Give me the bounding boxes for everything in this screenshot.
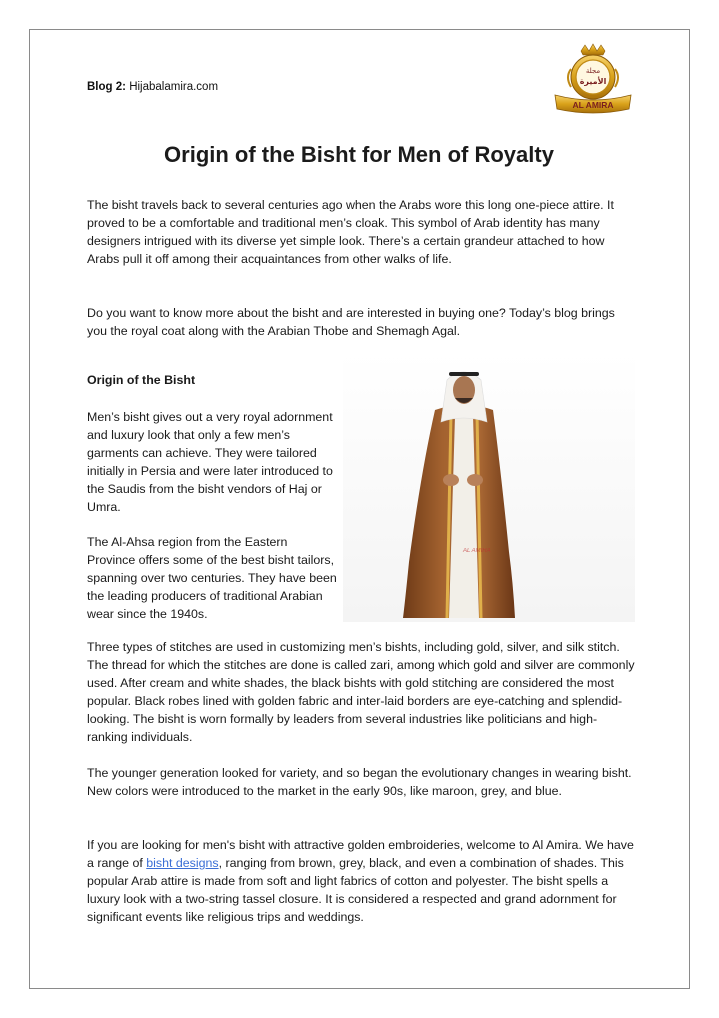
stitches-paragraph: Three types of stitches are used in customizing men’s bishts, including gold, silver, and silk stitch. The thread for which the stitches are done is called zari, among which gold and silver are commonly used. After cream and white shades, the black bishts with gold stitching are considered the most popular. Black robes lined with golden fabric and inter-laid borders are eye-catching and splendid-looking. The bisht is worn formally by leaders from several industries like politicians and high-ranking individuals. bbox=[87, 640, 635, 744]
intro-paragraph-2: Do you want to know more about the bisht and are interested in buying one? Today’s blog brings you the royal coat along with the Arabian Thobe and Shemagh Agal. bbox=[87, 306, 615, 338]
younger-generation-paragraph: The younger generation looked for variety, and so began the evolutionary changes in wearing bisht. New colors were introduced to the market in the early 90s, like maroon, grey, and blue. bbox=[87, 766, 632, 798]
blog-header bbox=[87, 81, 218, 93]
logo-banner-text: AL AMIRA bbox=[572, 100, 614, 110]
closing-text-before: If you are looking for men's bisht with attractive golden embroideries, welcome to Al Amira. We have a range of bbox=[87, 838, 634, 870]
site-name: Hijabalamira.com bbox=[129, 81, 219, 93]
intro-paragraph-1: The bisht travels back to several centuries ago when the Arabs wore this long one-piece attire. It proved to be a comfortable and traditional men’s cloak. This symbol of Arab identity has many designers intrigued with its diverse yet simple look. There’s a certain grandeur attached to how Arabs pull it off among their acquaintances from other walks of life. bbox=[87, 198, 614, 266]
logo-arabic-top: مجلة bbox=[585, 67, 601, 75]
origin-paragraph-2: The Al-Ahsa region from the Eastern Province offers some of the best bisht tailors, spanning over two centuries. They have been the leading producers of traditional Arabian wear since the 1940s. bbox=[87, 535, 337, 621]
origin-paragraph-1: Men’s bisht gives out a very royal adornment and luxury look that only a few men’s garments can achieve. They were tailored initially in Persia and were later introduced to the Saudis from the bisht vendors of Haj or Umra. bbox=[87, 410, 333, 514]
image-watermark: AL AMIRA bbox=[463, 548, 491, 554]
blog-label: Blog 2: bbox=[87, 81, 126, 93]
bisht-man-image bbox=[343, 352, 635, 622]
bisht-designs-link[interactable]: bisht designs bbox=[146, 856, 219, 870]
section-heading: Origin of the Bisht bbox=[87, 373, 196, 387]
logo-arabic-main: الأميرة bbox=[579, 77, 607, 86]
closing-text-after: , ranging from brown, grey, black, and even a combination of shades. This popular Arab attire is made from soft and light fabrics of cotton and polyester. The bisht spells a luxury look with a two-string tassel closure. It is considered a respected and grand adornment for significant events like religious trips and weddings. bbox=[87, 856, 624, 924]
closing-paragraph bbox=[87, 836, 635, 926]
article-title: Origin of the Bisht for Men of Royalty bbox=[164, 142, 554, 167]
al-amira-logo bbox=[551, 43, 635, 119]
